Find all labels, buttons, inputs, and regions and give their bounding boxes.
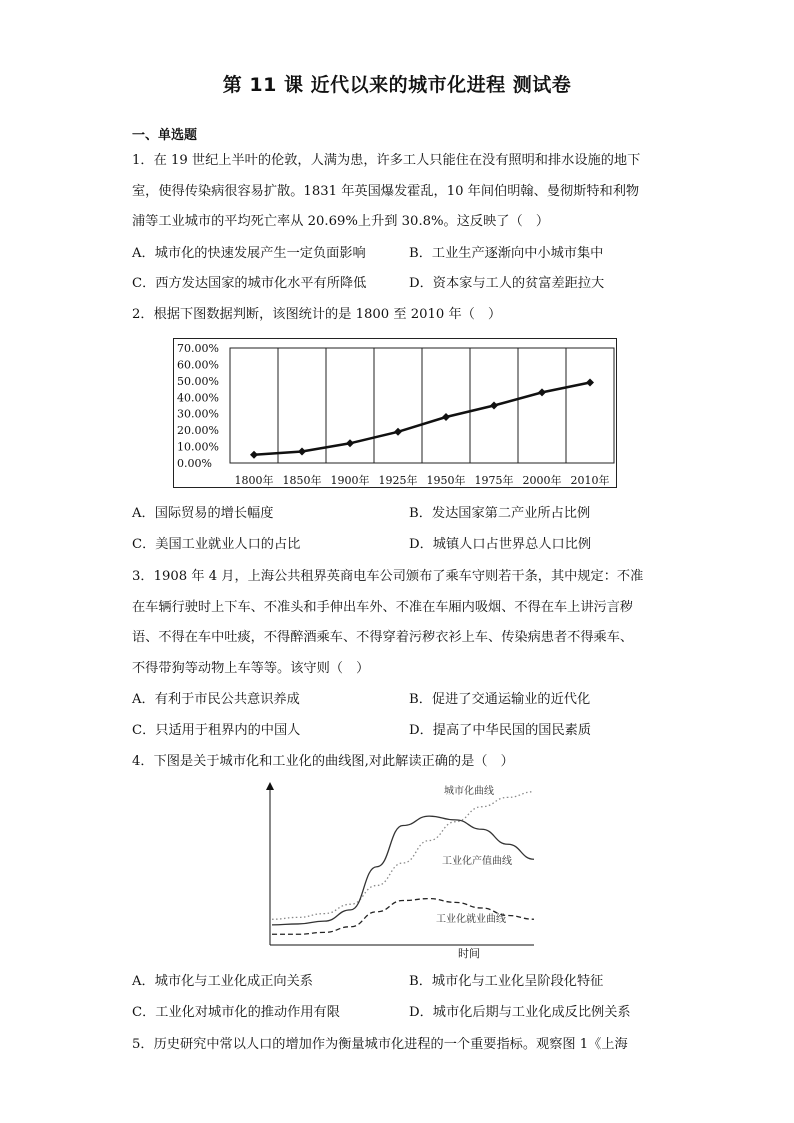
q3-option-c[interactable]: C．只适用于租界内的中国人 — [132, 723, 301, 738]
question-1-line: 室，使得传染病很容易扩散。1831 年英国爆发霍乱，10 年间伯明翰、曼彻斯特和利物 — [132, 183, 640, 199]
q3-option-b[interactable]: B．促进了交通运输业的近代化 — [409, 692, 591, 707]
q1-option-b[interactable]: B．工业生产逐渐向中小城市集中 — [409, 246, 604, 261]
question-3 — [132, 562, 662, 684]
urbanization-industrialization-chart — [266, 780, 540, 960]
question-5 — [132, 1030, 662, 1061]
chart-border — [174, 339, 617, 488]
q1-option-a[interactable]: A．城市化的快速发展产生一定负面影响 — [132, 246, 366, 261]
q2-option-d[interactable]: D．城镇人口占世界总人口比例 — [409, 537, 592, 552]
q4-option-d[interactable]: D．城市化后期与工业化成反比例关系 — [409, 1005, 631, 1020]
data-point — [394, 428, 402, 436]
y-tick-label: 20.00% — [177, 424, 219, 438]
question-1 — [132, 146, 662, 238]
section-heading: 一、单选题 — [132, 128, 198, 143]
y-tick-label: 30.00% — [177, 407, 219, 421]
x-tick-label: 2000年 — [522, 474, 562, 487]
curve-label: 城市化曲线 — [444, 786, 494, 797]
question-1-line: 浦等工业城市的平均死亡率从 20.69%上升到 30.8%。这反映了（ ） — [132, 214, 550, 229]
x-tick-label: 1900年 — [330, 474, 370, 487]
question-4 — [132, 747, 662, 778]
x-tick-label: 1850年 — [282, 474, 322, 487]
data-point — [538, 388, 546, 396]
y-tick-label: 50.00% — [177, 374, 219, 388]
page-title: 第 11 课 近代以来的城市化进程 测试卷 — [222, 74, 572, 96]
question-1-line: 1．在 19 世纪上半叶的伦敦，人满为患，许多工人只能住在没有照明和排水设施的地下 — [132, 153, 641, 168]
q1-option-c[interactable]: C．西方发达国家的城市化水平有所降低 — [132, 276, 367, 291]
q4-option-c[interactable]: C．工业化对城市化的推动作用有限 — [132, 1005, 340, 1020]
q4-option-b[interactable]: B．城市化与工业化呈阶段化特征 — [409, 974, 604, 989]
y-tick-label: 60.00% — [177, 358, 219, 372]
urbanization-rate-chart — [173, 338, 617, 488]
x-tick-label: 1800年 — [234, 474, 274, 487]
q2-option-a[interactable]: A．国际贸易的增长幅度 — [132, 506, 274, 521]
data-point — [346, 439, 354, 447]
curve-label: 工业化产值曲线 — [442, 856, 512, 867]
data-point — [586, 379, 594, 387]
question-2 — [132, 300, 662, 331]
x-tick-label: 2010年 — [570, 474, 610, 487]
curve-label: 工业化就业曲线 — [436, 914, 506, 925]
q1-option-d[interactable]: D．资本家与工人的贫富差距拉大 — [409, 276, 605, 291]
data-point — [442, 413, 450, 421]
question-5-line: 5．历史研究中常以人口的增加作为衡量城市化进程的一个重要指标。观察图 1《上海 — [132, 1037, 628, 1052]
curve-solid — [272, 816, 534, 925]
x-tick-label: 1975年 — [474, 474, 514, 487]
data-point — [490, 402, 498, 410]
q4-option-a[interactable]: A．城市化与工业化成正向关系 — [132, 974, 313, 989]
y-tick-label: 40.00% — [177, 391, 219, 405]
q2-option-b[interactable]: B．发达国家第二产业所占比例 — [409, 506, 591, 521]
q2-option-c[interactable]: C．美国工业就业人口的占比 — [132, 537, 301, 552]
x-axis-label: 时间 — [458, 947, 480, 960]
q3-option-d[interactable]: D．提高了中华民国的国民素质 — [409, 723, 592, 738]
data-point — [250, 451, 258, 459]
question-3-line: 在车辆行驶时上下车、不准头和手伸出车外、不准在车厢内吸烟、不得在车上讲污言秽 — [132, 599, 634, 615]
question-4-line: 4．下图是关于城市化和工业化的曲线图,对此解读正确的是（ ） — [132, 754, 514, 769]
question-3-line: 不得带狗等动物上车等等。该守则（ ） — [132, 660, 370, 676]
question-2-line: 2．根据下图数据判断，该图统计的是 1800 至 2010 年（ ） — [132, 307, 502, 322]
question-3-line: 语、不得在车中吐痰，不得醉酒乘车、不得穿着污秽衣衫上车、传染病患者不得乘车、 — [132, 630, 634, 645]
q3-option-a[interactable]: A．有利于市民公共意识养成 — [132, 692, 300, 707]
x-tick-label: 1925年 — [378, 474, 418, 487]
y-tick-label: 10.00% — [177, 440, 219, 454]
x-tick-label: 1950年 — [426, 474, 466, 487]
data-point — [298, 448, 306, 456]
y-tick-label: 0.00% — [177, 457, 212, 470]
question-3-line: 3．1908 年 4 月，上海公共租界英商电车公司颁布了乘车守则若干条，其中规定：不准 — [132, 569, 644, 584]
y-tick-label: 70.00% — [177, 342, 219, 355]
